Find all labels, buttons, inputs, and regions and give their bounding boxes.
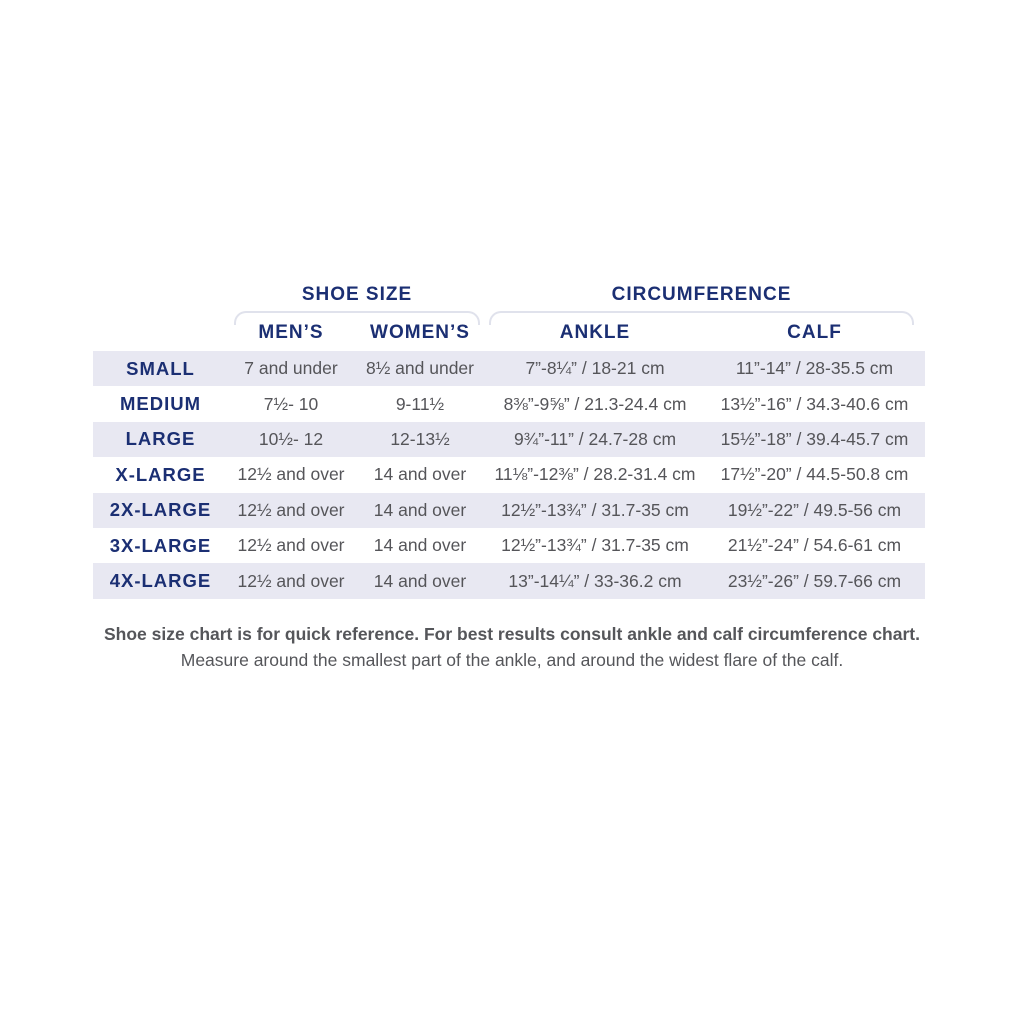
- mens-size-cell: 7½- 10: [263, 393, 319, 414]
- mens-size-cell: 10½- 12: [228, 422, 354, 457]
- mens-size-cell: 7 and under: [228, 351, 354, 386]
- size-label: 3X-LARGE: [109, 534, 212, 556]
- size-label: SMALL: [93, 351, 228, 386]
- mens-size-cell: 12½ and over: [237, 464, 345, 485]
- calf-cell: 17½”-20” / 44.5-50.8 cm: [720, 464, 909, 485]
- womens-size-cell: 14 and over: [354, 493, 486, 528]
- table-row-large: [93, 422, 925, 457]
- circumference-group-heading: CIRCUMFERENCE: [611, 284, 792, 305]
- table-row-3x-large: [93, 528, 925, 563]
- calf-cell: 15½”-18” / 39.4-45.7 cm: [704, 422, 925, 457]
- size-label: 2X-LARGE: [93, 493, 228, 528]
- size-label: X-LARGE: [115, 463, 206, 485]
- calf-cell: 13½”-16” / 34.3-40.6 cm: [720, 393, 909, 414]
- mens-size-cell: 12½ and over: [228, 493, 354, 528]
- table-row-small: [93, 351, 925, 386]
- ankle-cell: 8⅜”-9⅝” / 21.3-24.4 cm: [503, 393, 687, 414]
- size-table: [93, 351, 925, 599]
- table-row-2x-large: [93, 493, 925, 528]
- ankle-cell: 13”-14¼” / 33-36.2 cm: [486, 563, 704, 598]
- womens-size-cell: 14 and over: [354, 563, 486, 598]
- quick-reference-note: Shoe size chart is for quick reference. For best results consult ankle and calf circumference chart.: [104, 624, 920, 644]
- size-label: MEDIUM: [119, 393, 202, 415]
- calf-cell: 21½”-24” / 54.6-61 cm: [727, 535, 902, 556]
- mens-size-cell: 12½ and over: [228, 563, 354, 598]
- womens-size-cell: 8½ and under: [354, 351, 486, 386]
- size-label: LARGE: [93, 422, 228, 457]
- calf-cell: 19½”-22” / 49.5-56 cm: [704, 493, 925, 528]
- womens-size-cell: 9-11½: [395, 393, 445, 414]
- ankle-cell: 9¾”-11” / 24.7-28 cm: [486, 422, 704, 457]
- ankle-cell: 7”-8¼” / 18-21 cm: [486, 351, 704, 386]
- womens-size-cell: 14 and over: [373, 535, 467, 556]
- table-row-x-large: [93, 457, 925, 492]
- ankle-column-heading: ANKLE: [559, 322, 631, 343]
- ankle-cell: 12½”-13¾” / 31.7-35 cm: [501, 535, 689, 556]
- calf-column-heading: CALF: [787, 322, 842, 343]
- calf-cell: 23½”-26” / 59.7-66 cm: [704, 563, 925, 598]
- table-row-4x-large: [93, 563, 925, 598]
- table-row-medium: [93, 386, 925, 421]
- mens-column-heading: MEN’S: [258, 322, 324, 343]
- womens-size-cell: 14 and over: [373, 464, 467, 485]
- ankle-cell: 11⅛”-12⅜” / 28.2-31.4 cm: [494, 464, 696, 485]
- calf-cell: 11”-14” / 28-35.5 cm: [704, 351, 925, 386]
- size-label: 4X-LARGE: [93, 563, 228, 598]
- ankle-cell: 12½”-13¾” / 31.7-35 cm: [486, 493, 704, 528]
- womens-size-cell: 12-13½: [354, 422, 486, 457]
- shoe-size-group-heading: SHOE SIZE: [301, 284, 413, 305]
- measurement-instructions: Measure around the smallest part of the ankle, and around the widest flare of the calf.: [180, 650, 844, 670]
- mens-size-cell: 12½ and over: [237, 535, 345, 556]
- womens-column-heading: WOMEN’S: [370, 322, 470, 343]
